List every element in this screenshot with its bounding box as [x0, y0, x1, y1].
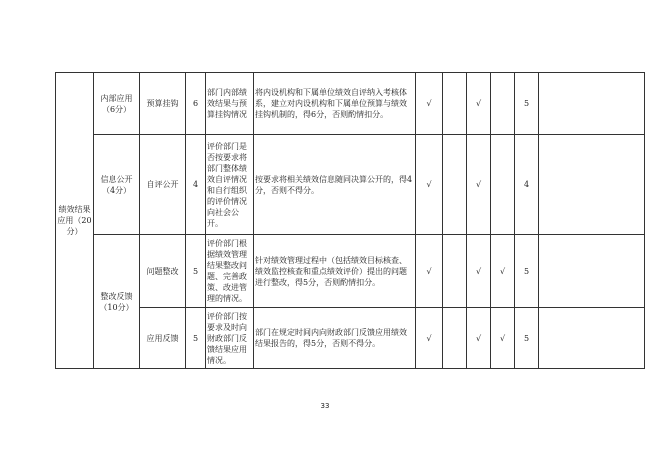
- final-score-cell: 5: [515, 235, 539, 308]
- score-cell: 5: [186, 235, 206, 308]
- check-cell: [491, 135, 515, 235]
- table-row: [56, 308, 645, 369]
- group-name-cell: 信息公开（4分）: [94, 135, 140, 235]
- description-cell: 评价部门根据绩效管理结果整改问题、完善政策、改进管理的情况。: [206, 235, 254, 308]
- final-score-cell: 5: [515, 308, 539, 369]
- check-cell: [443, 73, 467, 135]
- table-row: [56, 73, 645, 135]
- indicator-cell: 自评公开: [140, 135, 186, 235]
- description-cell: 评价部门按要求及时向财政部门反馈结果应用情况。: [206, 308, 254, 369]
- check-cell: [443, 135, 467, 235]
- description-cell: 部门内部绩效结果与预算挂钩情况: [206, 73, 254, 135]
- rule-cell: 将内设机构和下属单位绩效自评纳入考核体系，建立对内设机构和下属单位预算与绩效挂钩机制的，得6分，否则酌情扣分。: [254, 73, 416, 135]
- remarks-cell: [539, 308, 645, 369]
- remarks-cell: [539, 135, 645, 235]
- description-cell: 评价部门是否按要求将部门整体绩效自评情况和自行组织的评价情况向社会公开。: [206, 135, 254, 235]
- table-row: [56, 235, 645, 308]
- check-cell: √: [416, 308, 443, 369]
- rule-cell: 部门在规定时间内向财政部门反馈应用绩效结果报告的，得5分，否则不得分。: [254, 308, 416, 369]
- group-name-cell: 整改反馈（10分）: [94, 235, 140, 369]
- check-cell: √: [467, 308, 491, 369]
- check-cell: [491, 73, 515, 135]
- scoring-table: [55, 72, 645, 369]
- check-cell: √: [467, 135, 491, 235]
- check-cell: √: [416, 135, 443, 235]
- final-score-cell: 4: [515, 135, 539, 235]
- final-score-cell: 5: [515, 73, 539, 135]
- group-name-cell: 内部应用（6分）: [94, 73, 140, 135]
- check-cell: [443, 235, 467, 308]
- check-cell: √: [467, 235, 491, 308]
- remarks-cell: [539, 73, 645, 135]
- check-cell: √: [416, 235, 443, 308]
- remarks-cell: [539, 235, 645, 308]
- indicator-cell: 预算挂钩: [140, 73, 186, 135]
- table-row: [56, 135, 645, 235]
- score-cell: 4: [186, 135, 206, 235]
- check-cell: √: [491, 235, 515, 308]
- check-cell: [443, 308, 467, 369]
- category-cell: 绩效结果应用（20分）: [56, 73, 94, 369]
- page-number: 33: [320, 402, 330, 410]
- check-cell: √: [416, 73, 443, 135]
- rule-cell: 按要求将相关绩效信息随同决算公开的，得4分，否则不得分。: [254, 135, 416, 235]
- indicator-cell: 问题整改: [140, 235, 186, 308]
- check-cell: √: [491, 308, 515, 369]
- score-cell: 5: [186, 308, 206, 369]
- rule-cell: 针对绩效管理过程中（包括绩效目标核查、绩效监控核查和重点绩效评价）提出的问题进行整改，得5分，否则酌情扣分。: [254, 235, 416, 308]
- indicator-cell: 应用反馈: [140, 308, 186, 369]
- score-cell: 6: [186, 73, 206, 135]
- check-cell: √: [467, 73, 491, 135]
